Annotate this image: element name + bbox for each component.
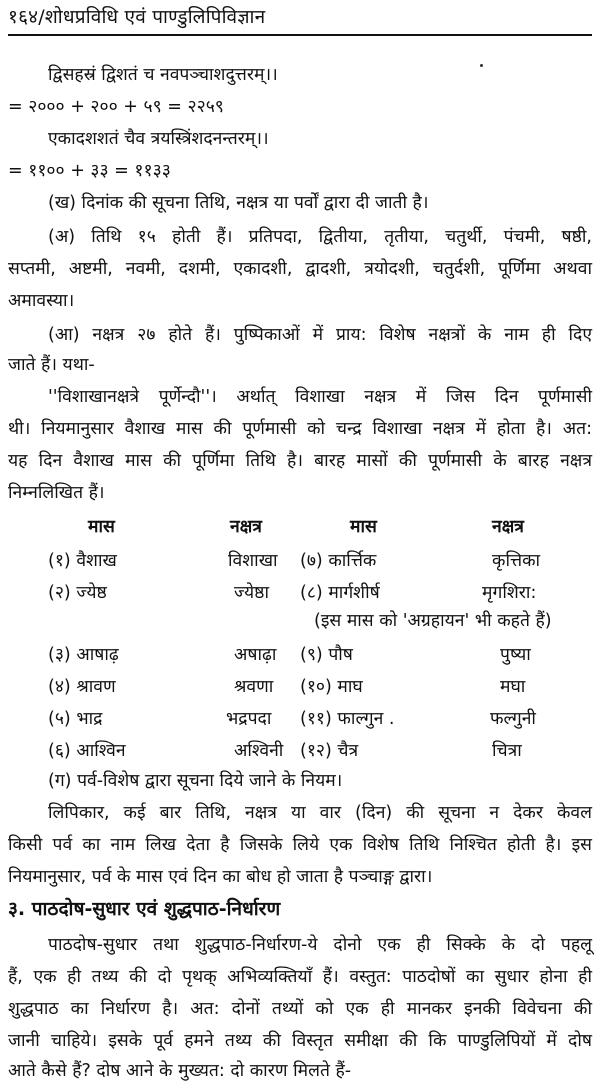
table-cell: (९) पौष xyxy=(300,645,353,665)
paragraph-line: हैं, एक ही तथ्य की दो पृथक् अभिव्यक्तियाँ हैं। वस्तुत: पाठदोषों का सुधार होना ही xyxy=(8,967,592,987)
paragraph-line: अमावस्या। xyxy=(8,291,75,311)
table-cell: (७) कार्त्तिक xyxy=(300,551,377,571)
table-cell: (८) मार्गशीर्ष xyxy=(300,583,380,603)
paragraph-line: पाठदोष-सुधार तथा शुद्धपाठ-निर्धारण-ये दोनो एक ही सिक्के के दो पहलू xyxy=(48,935,592,955)
paragraph-line: आते कैसे हैं? दोष आने के मुख्यत: दो कारण मिलते हैं- xyxy=(8,1061,352,1081)
table-cell: भद्रपदा xyxy=(226,709,272,729)
paragraph-line: ''विशाखानक्षत्रे पूर्णेन्दौ''। अर्थात् विशाखा नक्षत्र में जिस दिन पूर्णमासी xyxy=(48,387,592,407)
paragraph-line: लिपिकार, कई बार तिथि, नक्षत्र या वार (दिन) की सूचना न देकर केवल xyxy=(48,803,592,823)
table-cell: फल्गुनी xyxy=(490,709,536,729)
paragraph-line: निम्नलिखित हैं। xyxy=(8,483,105,503)
table-header-month: मास xyxy=(88,517,115,537)
paragraph-line: जानी चाहिये। इसके पूर्व हमने तथ्य की विस्तृत समीक्षा की कि पाण्डुलिपियों में दोष xyxy=(8,1031,592,1051)
table-cell: (५) भाद्र xyxy=(48,709,103,729)
equation-line: = ११०० + ३३ = ११३३ xyxy=(8,161,171,181)
paragraph-line: (आ) नक्षत्र २७ होते हैं। पुष्पिकाओं में प्राय: विशेष नक्षत्रों के नाम ही दिए xyxy=(48,325,593,345)
paragraph-line: किसी पर्व का नाम लिख देता है जिसके लिये एक विशेष तिथि निश्चित होती है। इस xyxy=(8,835,592,855)
table-cell: श्रवणा xyxy=(234,677,274,697)
table-cell: (६) आश्विन xyxy=(48,741,126,761)
table-cell: मृगशिरा: xyxy=(482,583,537,603)
table-cell: विशाखा xyxy=(228,551,278,571)
speck-mark xyxy=(480,64,483,67)
paragraph-line: शुद्धपाठ का निर्धारण है। अत: दोनों तथ्यों को एक ही मानकर इनकी विवेचना की xyxy=(8,999,592,1019)
paragraph-line: (ग) पर्व-विशेष द्वारा सूचना दिये जाने के नियम। xyxy=(48,771,343,791)
table-cell: (१२) चैत्र xyxy=(300,741,359,761)
table-cell: अषाढ़ा xyxy=(234,645,277,665)
page-header: १६४/शोधप्रविधि एवं पाण्डुलिपिविज्ञान xyxy=(8,4,592,36)
section-heading: ३. पाठदोष-सुधार एवं शुद्धपाठ-निर्धारण xyxy=(8,898,281,920)
paragraph-line: थी। नियमानुसार वैशाख मास की पूर्णमासी को चन्द्र विशाखा नक्षत्र में होता है। अत: xyxy=(8,419,592,439)
paragraph-line: (अ) तिथि १५ होती हैं। प्रतिपदा, द्वितीया, तृतीया, चतुर्थी, पंचमी, षष्ठी, xyxy=(48,227,592,247)
table-cell: अश्विनी xyxy=(234,741,284,761)
table-cell: मघा xyxy=(500,677,526,697)
table-cell: (२) ज्येष्ठ xyxy=(48,583,107,603)
table-header-month: मास xyxy=(350,517,377,537)
table-cell: चित्रा xyxy=(492,741,522,761)
paragraph-line: यह दिन वैशाख मास की पूर्णिमा तिथि है। बारह मासों की पूर्णमासी के बारह नक्षत्र xyxy=(8,451,592,471)
table-cell: ज्येष्ठा xyxy=(234,583,269,603)
equation-line: = २००० + २०० + ५९ = २२५९ xyxy=(8,97,224,117)
verse-line: एकादशशतं चैव त्रयस्त्रिंशदनन्तरम्।। xyxy=(48,129,269,149)
table-cell: (१०) माघ xyxy=(300,677,363,697)
paragraph-line: जाते हैं। यथा- xyxy=(8,355,95,375)
table-header-nakshatra: नक्षत्र xyxy=(492,517,524,537)
verse-line: द्विसहस्रं द्विशतं च नवपञ्चाशदुत्तरम्।। xyxy=(48,65,278,85)
table-note: (इस मास को 'अग्रहायन' भी कहते हैं) xyxy=(314,611,552,631)
table-cell: पुष्या xyxy=(500,645,531,665)
table-cell: (१) वैशाख xyxy=(48,551,117,571)
paragraph-line: (ख) दिनांक की सूचना तिथि, नक्षत्र या पर्वों द्वारा दी जाती है। xyxy=(48,193,429,213)
table-cell: कृत्तिका xyxy=(492,551,541,571)
paragraph-line: सप्तमी, अष्टमी, नवमी, दशमी, एकादशी, द्वादशी, त्रयोदशी, चतुर्दशी, पूर्णिमा अथवा xyxy=(8,259,592,279)
table-cell: (११) फाल्गुन . xyxy=(300,709,395,729)
table-header-nakshatra: नक्षत्र xyxy=(230,517,262,537)
table-cell: (४) श्रावण xyxy=(48,677,116,697)
paragraph-line: नियमानुसार, पर्व के मास एवं दिन का बोध हो जाता है पञ्चाङ्ग द्वारा। xyxy=(8,867,433,887)
table-cell: (३) आषाढ़ xyxy=(48,645,119,665)
